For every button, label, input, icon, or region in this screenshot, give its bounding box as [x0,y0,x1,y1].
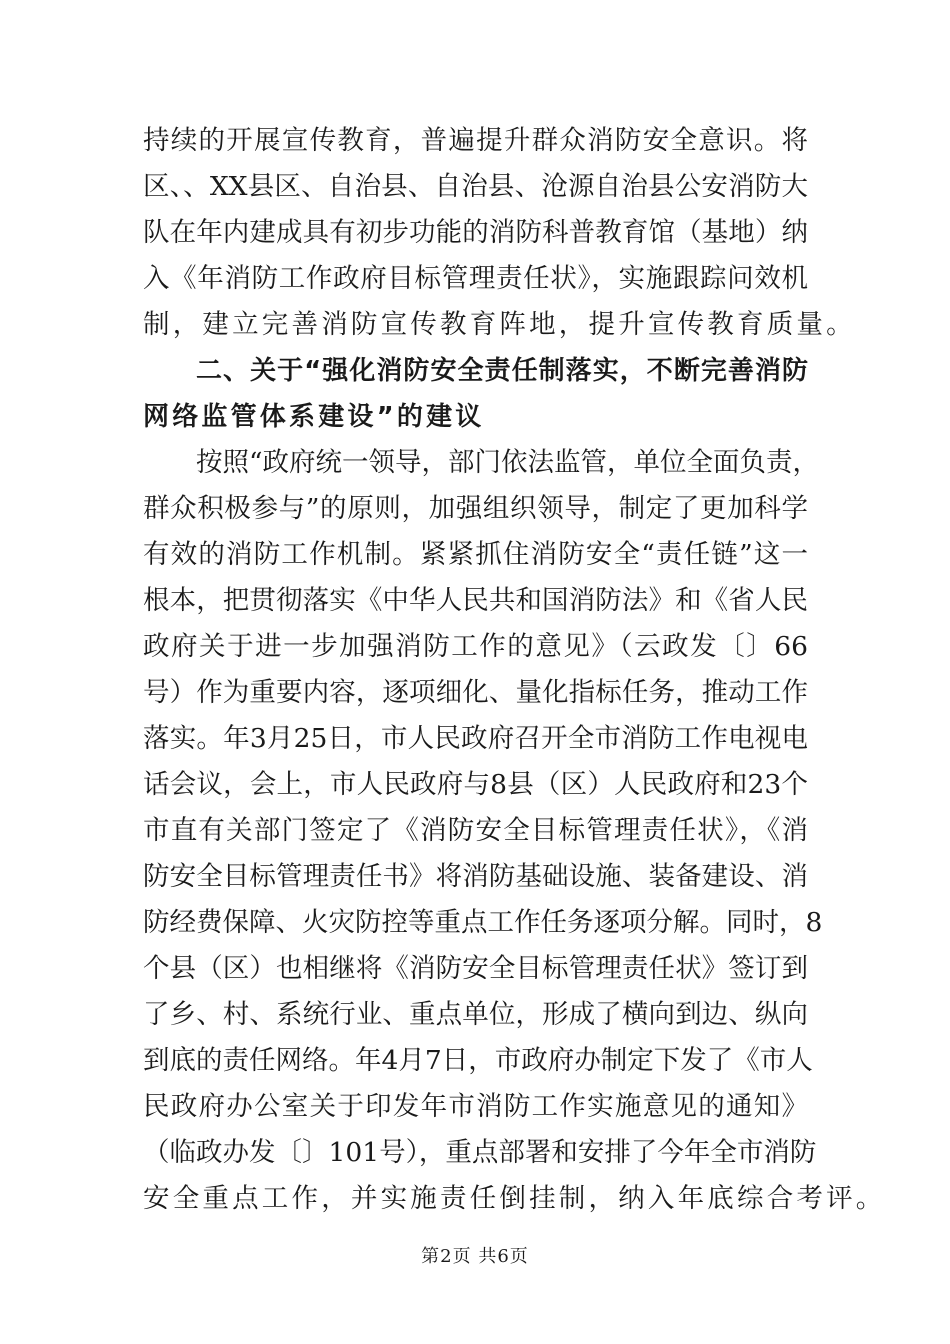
text-line: 话会议，会上，市人民政府与8县（区）人民政府和23个 [143,769,808,800]
text-line: 有效的消防工作机制。紧紧抓住消防安全“责任链”这一 [143,539,808,570]
text-line: 群众积极参与”的原则，加强组织领导，制定了更加科学 [143,493,808,524]
text-line: 了乡、村、系统行业、重点单位，形成了横向到边、纵向 [143,999,808,1030]
text-line: 落实。年3月25日，市人民政府召开全市消防工作电视电 [143,723,808,754]
text-line: （临政办发〔〕101号），重点部署和安排了今年全市消防 [143,1137,817,1168]
text-line: 根本，把贯彻落实《中华人民共和国消防法》和《省人民 [143,585,808,616]
text-line: 制，建立完善消防宣传教育阵地，提升宣传教育质量。 [143,309,856,340]
text-line: 区、、XX县区、自治县、自治县、沧源自治县公安消防大 [143,171,808,202]
text-line: 政府关于进一步加强消防工作的意见》（云政发〔〕66 [143,631,808,662]
text-line: 到底的责任网络。年4月7日，市政府办制定下发了《市人 [143,1045,813,1076]
page-number: 第2页 共6页 [421,1246,529,1267]
text-line: 防安全目标管理责任书》将消防基础设施、装备建设、消 [143,861,808,892]
text-line: 安全重点工作，并实施责任倒挂制，纳入年底综合考评。 [143,1183,886,1214]
text-line: 防经费保障、火灾防控等重点工作任务逐项分解。同时，8 [143,907,823,938]
text-line: 入《年消防工作政府目标管理责任状》，实施跟踪问效机 [143,263,808,294]
section-heading: 网络监管体系建设”的建议 [143,402,485,432]
text-line: 个县（区）也相继将《消防安全目标管理责任状》签订到 [143,953,808,984]
text-line: 市直有关部门签定了《消防安全目标管理责任状》，《消 [143,815,808,846]
section-heading: 二、关于“强化消防安全责任制落实，不断完善消防 [196,356,808,386]
text-line: 民政府办公室关于印发年市消防工作实施意见的通知》 [143,1091,808,1122]
document-body [143,118,886,1222]
text-line: 号）作为重要内容，逐项细化、量化指标任务，推动工作 [143,677,808,708]
text-line: 持续的开展宣传教育，普遍提升群众消防安全意识。将 [143,125,808,156]
text-line: 按照“政府统一领导，部门依法监管，单位全面负责， [196,447,820,478]
text-line: 队在年内建成具有初步功能的消防科普教育馆（基地）纳 [143,217,808,248]
